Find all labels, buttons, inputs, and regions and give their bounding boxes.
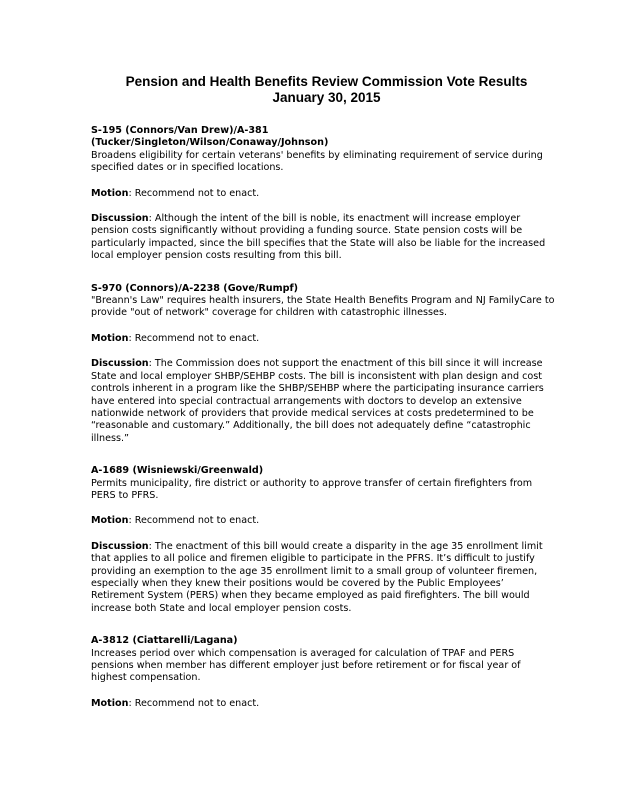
motion-paragraph bbox=[91, 333, 558, 345]
document-title bbox=[91, 74, 558, 106]
motion-label: Motion bbox=[91, 332, 129, 344]
bill-heading bbox=[91, 465, 558, 477]
bill-sponsors: (Tucker/Singleton/Wilson/Conaway/Johnson) bbox=[91, 137, 329, 149]
title-line-1: Pension and Health Benefits Review Commission Vote Results bbox=[125, 74, 528, 89]
discussion-label: Discussion bbox=[91, 213, 149, 225]
bill-section-a3812 bbox=[91, 635, 558, 710]
bill-number: S-195 (Connors/Van Drew)/A-381 bbox=[91, 125, 269, 136]
motion-text: : Recommend not to enact. bbox=[128, 187, 260, 199]
bill-summary: Increases period over which compensation is averaged for calculation of TPAF and PERS pensions when member has different employer just before retirement or for fiscal year of highest compensation. bbox=[91, 647, 521, 684]
motion-text: : Recommend not to enact. bbox=[128, 697, 260, 709]
motion-paragraph bbox=[91, 188, 558, 200]
motion-label: Motion bbox=[91, 515, 129, 527]
discussion-text: : Although the intent of the bill is noble, its enactment will increase employer pension costs significantly without providing a funding source. State pension costs will be particularly impacted, since the bill specifies that the State will also be liable for the increased local employer pension costs resulting from this bill. bbox=[91, 213, 546, 262]
discussion-label: Discussion bbox=[91, 540, 149, 552]
bill-summary: "Breann's Law" requires health insurers, the State Health Benefits Program and NJ FamilyCare to provide "out of network" coverage for children with catastrophic illnesses. bbox=[91, 295, 555, 319]
bill-summary: Permits municipality, fire district or authority to approve transfer of certain firefighters from PERS to PFRS. bbox=[91, 477, 533, 501]
bill-number: S-970 (Connors)/A-2238 (Gove/Rumpf) bbox=[91, 282, 299, 294]
bill-number: A-3812 (Ciattarelli/Lagana) bbox=[91, 635, 238, 647]
document-body bbox=[91, 125, 558, 710]
bill-heading bbox=[91, 125, 558, 150]
motion-paragraph bbox=[91, 698, 558, 710]
bill-heading bbox=[91, 635, 558, 647]
motion-label: Motion bbox=[91, 697, 129, 709]
bill-heading bbox=[91, 283, 558, 295]
bill-summary: Broadens eligibility for certain veterans' benefits by eliminating requirement of service during specified dates or in specified locations. bbox=[91, 149, 543, 174]
discussion-label: Discussion bbox=[91, 358, 149, 370]
discussion-text: : The enactment of this bill would create a disparity in the age 35 enrollment limit that applies to all police and firemen eligible to participate in the PFRS. It’s difficult to justify providing an exemption to the age 35 enrollment limit to a small group of volunteer firemen, especially when they knew their positions would be covered by the Public Employees’ Retirement System (PERS) when they became employed as paid firefighters. The bill would increase both State and local employer pension costs. bbox=[91, 540, 543, 614]
discussion-text: : The Commission does not support the enactment of this bill since it will increase State and local employer SHBP/SEHBP costs. The bill is inconsistent with plan design and cost controls inherent in a program like the SHBP/SEHBP where the participating insurance carriers have entered into special contractual arrangements with doctors to develop an extensive nationwide network of providers that provide medical services at costs predetermined to be “reasonable and customary.” Additionally, the bill does not adequately define “catastrophic illness.” bbox=[91, 358, 544, 444]
bill-section-s195 bbox=[91, 125, 558, 263]
motion-paragraph bbox=[91, 515, 558, 527]
motion-label: Motion bbox=[91, 187, 129, 199]
bill-number: A-1689 (Wisniewski/Greenwald) bbox=[91, 465, 264, 477]
motion-text: : Recommend not to enact. bbox=[128, 332, 260, 344]
discussion-paragraph bbox=[91, 358, 558, 445]
title-date: January 30, 2015 bbox=[272, 90, 381, 105]
bill-section-s970 bbox=[91, 283, 558, 445]
motion-text: : Recommend not to enact. bbox=[128, 515, 260, 527]
discussion-paragraph bbox=[91, 213, 558, 263]
discussion-paragraph bbox=[91, 541, 558, 615]
bill-section-a1689 bbox=[91, 465, 558, 615]
